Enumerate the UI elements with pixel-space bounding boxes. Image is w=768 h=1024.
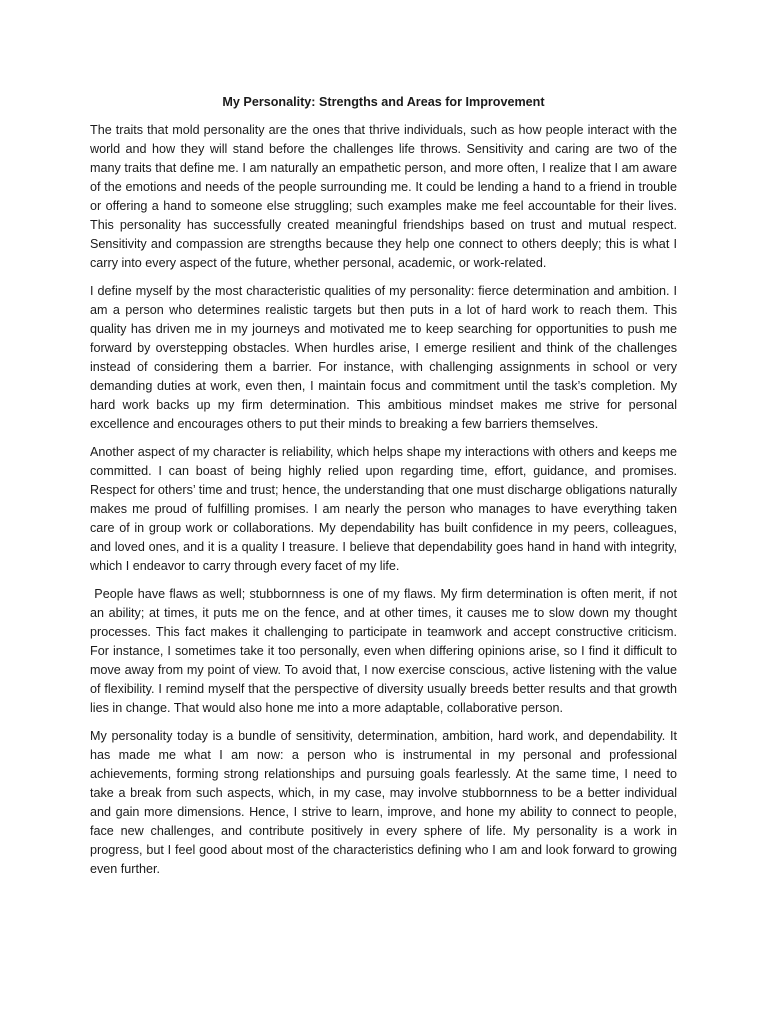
- paragraph-1: The traits that mold personality are the ones that thrive individuals, such as how people interact with the world and how they will stand before the challenges life throws. Sensitivity and caring are two of the many traits that define me. I am naturally an empathetic person, and more often, I realize that I am aware of the emotions and needs of the people surrounding me. It could be lending a hand to a friend in trouble or offering a hand to someone else struggling; such examples make me feel accountable for their lives. This personality has successfully created meaningful friendships based on trust and mutual respect. Sensitivity and compassion are strengths because they help one connect to others deeply; this is what I carry into every aspect of the future, whether personal, academic, or work-related.: [90, 123, 677, 270]
- paragraph-2: I define myself by the most characteristic qualities of my personality: fierce determination and ambition. I am a person who determines realistic targets but then puts in a lot of hard work to reach them. This quality has driven me in my journeys and motivated me to keep searching for opportunities to push me forward by overstepping obstacles. When hurdles arise, I emerge resilient and think of the challenges instead of considering them a barrier. For instance, with challenging assignments in school or very demanding duties at work, even then, I maintain focus and commitment until the task’s completion. My hard work backs up my firm determination. This ambitious mindset makes me strive for personal excellence and encourages others to put their minds to breaking a few barriers themselves.: [90, 284, 677, 431]
- paragraph-4: People have flaws as well; stubbornness is one of my flaws. My firm determination is often merit, if not an ability; at times, it puts me on the fence, and at other times, it causes me to slow down my thought processes. This fact makes it challenging to participate in teamwork and accept constructive criticism. For instance, I sometimes take it too personally, even when differing opinions arise, so I find it difficult to move away from my point of view. To avoid that, I now exercise conscious, active listening with the value of flexibility. I remind myself that the perspective of diversity usually breeds better results and that growth lies in change. That would also hone me into a more adaptable, collaborative person.: [90, 587, 681, 715]
- document-title: My Personality: Strengths and Areas for Improvement: [222, 95, 545, 109]
- paragraph-5: My personality today is a bundle of sensitivity, determination, ambition, hard work, and dependability. It has made me what I am now: a person who is instrumental in my personal and professional achievements, forming strong relationships and pursuing goals fearlessly. At the same time, I need to take a break from such aspects, which, in my case, may involve stubbornness to be a better individual and gain more dimensions. Hence, I strive to learn, improve, and hone my ability to connect to people, face new challenges, and contribute positively in every sphere of life. My personality is a work in progress, but I feel good about most of the characteristics defining who I am and look forward to growing even further.: [90, 729, 677, 876]
- document-page: [90, 93, 681, 888]
- paragraph-3: Another aspect of my character is reliability, which helps shape my interactions with others and keeps me committed. I can boast of being highly relied upon regarding time, effort, guidance, and promises. Respect for others’ time and trust; hence, the understanding that one must discharge obligations naturally makes me proud of fulfilling promises. I am nearly the person who manages to have everything taken care of in group work or collaborations. My dependability has built confidence in my peers, colleagues, and loved ones, and it is a quality I treasure. I believe that dependability goes hand in hand with integrity, which I endeavor to carry through every facet of my life.: [90, 445, 677, 573]
